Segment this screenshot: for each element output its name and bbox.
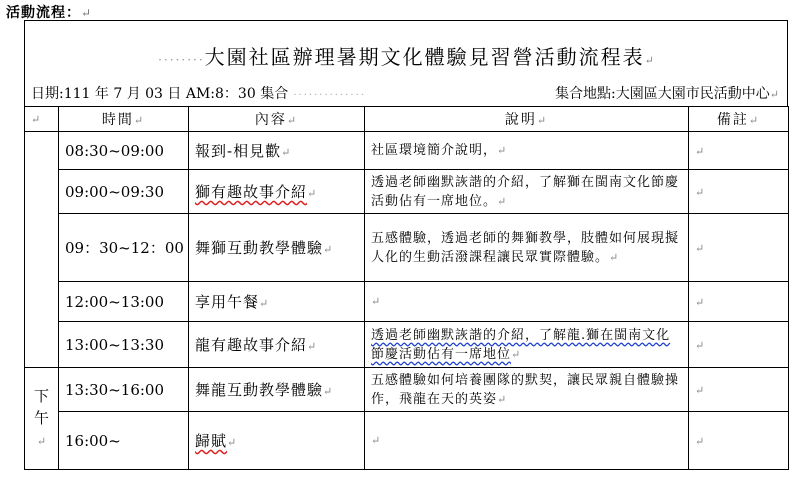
period-header-cell: ↵ [25, 107, 59, 132]
row-item: 舞龍互動教學體驗↵ [189, 368, 365, 412]
event-venue: 集合地點:大園區大園市民活動中心 [555, 86, 770, 102]
event-date: 日期:111 年 7 月 03 日 AM:8：30 集合 [31, 86, 289, 102]
row-time: 09：30~12：00 [59, 214, 189, 282]
row-note: ↵ [689, 170, 789, 214]
row-item: 龍有趣故事介紹↵ [189, 322, 365, 368]
header-note: 備註↵ [689, 107, 789, 132]
row-note: ↵ [689, 282, 789, 322]
row-time: 13:00~13:30 [59, 322, 189, 368]
section-heading: 活動流程：↵ [6, 5, 93, 21]
row-note: ↵ [689, 412, 789, 470]
table-row [25, 322, 789, 368]
row-desc: 社區環境簡介說明，↵ [365, 132, 689, 170]
row-desc: ↵ [365, 412, 689, 470]
row-desc: 五感體驗如何培養團隊的默契，讓民眾親自體驗操作，飛龍在天的英姿↵ [365, 368, 689, 412]
table-row [25, 368, 789, 412]
row-item: 報到-相見歡↵ [189, 132, 365, 170]
row-item: 舞獅互動教學體驗↵ [189, 214, 365, 282]
row-time: 13:30~16:00 [59, 368, 189, 412]
row-time: 16:00~ [59, 412, 189, 470]
meta-line: 日期:111 年 7 月 03 日 AM:8：30 集合 ·············· 集合地點:大園區大園市民活動中心↵ [31, 86, 779, 102]
table-row [25, 214, 789, 282]
schedule-table [24, 106, 789, 470]
table-row [25, 282, 789, 322]
row-note: ↵ [689, 368, 789, 412]
row-item: 享用午餐↵ [189, 282, 365, 322]
period-afternoon-cell: 下午 ↵ [25, 368, 59, 470]
header-desc: 說明↵ [365, 107, 689, 132]
row-desc: 五感體驗，透過老師的舞獅教學，肢體如何展現擬人化的生動活潑課程讓民眾實際體驗。↵ [365, 214, 689, 282]
header-time: 時間↵ [59, 107, 189, 132]
row-desc: 透過老師幽默詼諧的介紹，了解龍.獅在閩南文化節慶活動佔有一席地位↵ [365, 322, 689, 368]
row-time: 12:00~13:00 [59, 282, 189, 322]
row-note: ↵ [689, 214, 789, 282]
row-note: ↵ [689, 132, 789, 170]
row-time: 09:00~09:30 [59, 170, 189, 214]
page-title: ········大園社區辦理暑期文化體驗見習營活動流程表↵ [158, 45, 656, 69]
table-row [25, 170, 789, 214]
row-desc: 透過老師幽默詼諧的介紹，了解獅在閩南文化節慶活動佔有一席地位。↵ [365, 170, 689, 214]
row-item: 獅有趣故事介紹↵ [189, 170, 365, 214]
table-row [25, 412, 789, 470]
row-note: ↵ [689, 322, 789, 368]
header-box [24, 20, 788, 106]
period-morning-cell [25, 132, 59, 368]
row-desc: ↵ [365, 282, 689, 322]
row-item: 歸賦↵ [189, 412, 365, 470]
header-content: 內容↵ [189, 107, 365, 132]
table-header-row [25, 107, 789, 132]
row-time: 08:30~09:00 [59, 132, 189, 170]
table-row [25, 132, 789, 170]
